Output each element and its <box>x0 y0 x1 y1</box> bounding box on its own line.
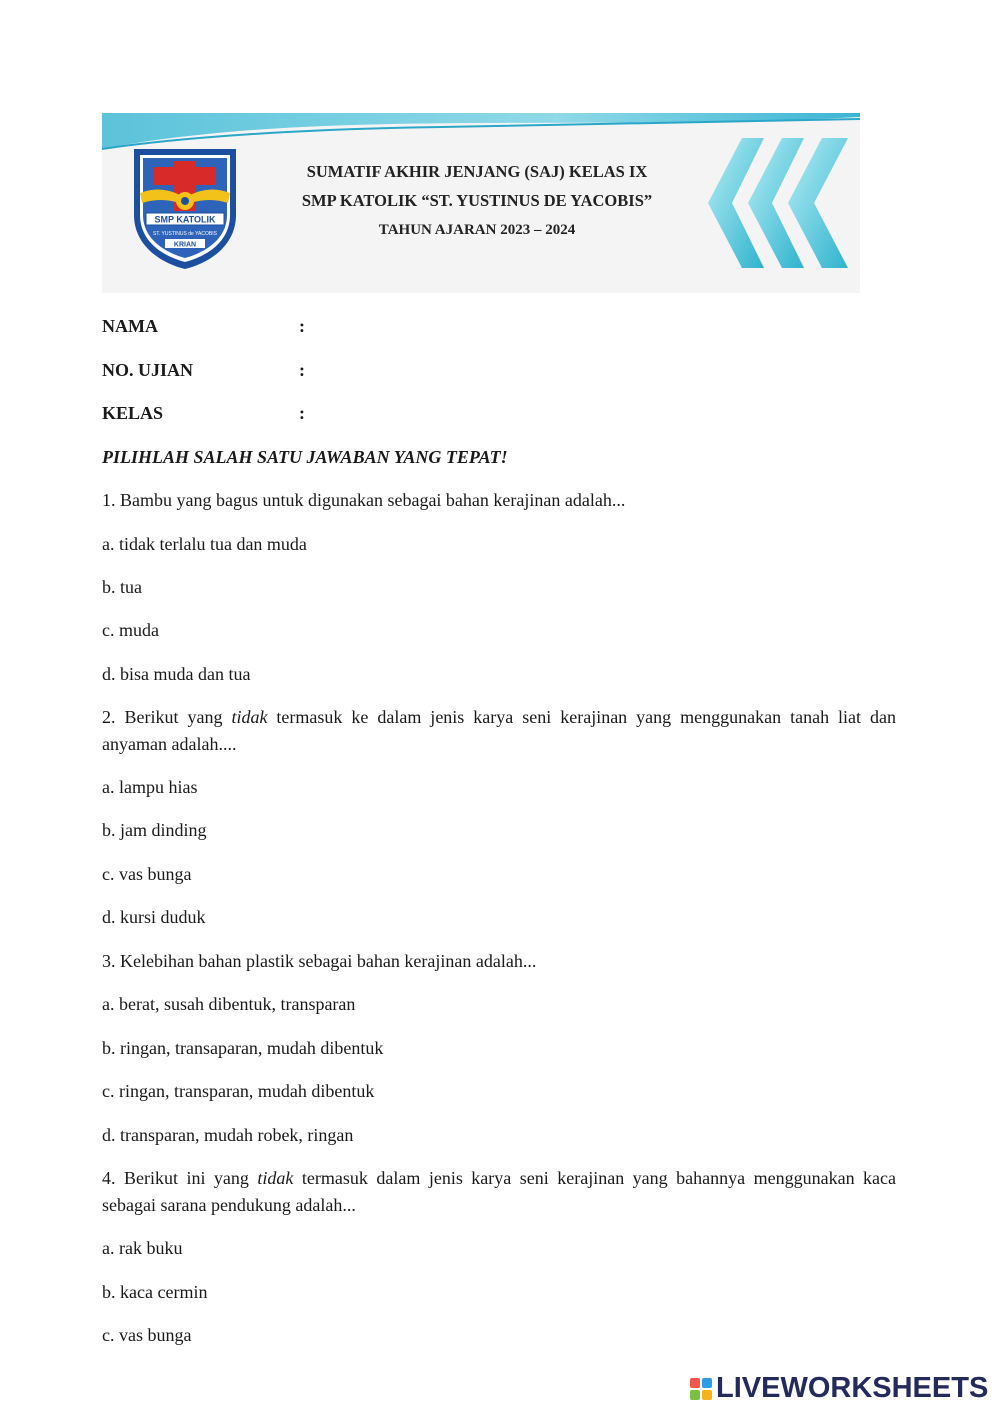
liveworksheets-wordmark: LIVEWORKSHEETS <box>716 1372 989 1404</box>
logo-top-text: SMP KATOLIK <box>154 214 216 225</box>
field-kelas <box>102 403 305 424</box>
question-4 <box>102 1165 896 1219</box>
banner-title-line-1: SUMATIF AKHIR JENJANG (SAJ) KELAS IX <box>306 162 648 181</box>
q2-text-pre: 2. Berikut yang <box>102 707 232 727</box>
question-2 <box>102 704 896 758</box>
liveworksheets-grid-icon <box>690 1378 712 1400</box>
header-banner <box>102 113 860 293</box>
banner-title-line-2: SMP KATOLIK “ST. YUSTINUS DE YACOBIS” <box>301 191 653 210</box>
field-colon: : <box>299 360 305 380</box>
q2-text-post: termasuk ke dalam jenis karya seni kerajinan yang menggunakan tanah liat dan anyaman adalah.... <box>102 707 897 754</box>
liveworksheets-logo[interactable] <box>690 1372 988 1405</box>
q3-option-c[interactable]: c. ringan, transparan, mudah dibentuk <box>102 1081 375 1101</box>
q1-option-c[interactable]: c. muda <box>102 620 159 640</box>
field-no-ujian <box>102 360 305 381</box>
q2-option-a[interactable]: a. lampu hias <box>102 777 198 797</box>
q2-option-d[interactable]: d. kursi duduk <box>102 907 206 927</box>
q4-option-b[interactable]: b. kaca cermin <box>102 1282 208 1302</box>
q4-option-a[interactable]: a. rak buku <box>102 1238 183 1258</box>
q1-option-b[interactable]: b. tua <box>102 577 142 597</box>
q3-option-a[interactable]: a. berat, susah dibentuk, transparan <box>102 994 356 1014</box>
field-label: NAMA <box>102 316 158 336</box>
school-logo <box>130 145 240 271</box>
instruction: PILIHLAH SALAH SATU JAWABAN YANG TEPAT! <box>102 447 508 467</box>
field-colon: : <box>299 403 305 423</box>
q1-option-a[interactable]: a. tidak terlalu tua dan muda <box>102 534 307 554</box>
q4-option-c[interactable]: c. vas bunga <box>102 1325 192 1345</box>
question-1: 1. Bambu yang bagus untuk digunakan sebagai bahan kerajinan adalah... <box>102 490 626 510</box>
q2-option-b[interactable]: b. jam dinding <box>102 820 207 840</box>
q4-text-pre: 4. Berikut ini yang <box>102 1168 258 1188</box>
q2-text-emphasis: tidak <box>231 707 268 727</box>
field-label: KELAS <box>102 403 164 423</box>
q3-option-d[interactable]: d. transparan, mudah robek, ringan <box>102 1125 354 1145</box>
field-nama <box>102 316 305 337</box>
field-colon: : <box>299 316 305 336</box>
logo-bottom-text: KRIAN <box>173 241 197 249</box>
q3-option-b[interactable]: b. ringan, transaparan, mudah dibentuk <box>102 1038 384 1058</box>
logo-mid-text: ST. YUSTINUS de YACOBIS <box>153 231 217 237</box>
question-3: 3. Kelebihan bahan plastik sebagai bahan kerajinan adalah... <box>102 951 537 971</box>
q2-option-c[interactable]: c. vas bunga <box>102 864 192 884</box>
banner-title-block <box>252 157 702 245</box>
q4-text-post: termasuk dalam jenis karya seni kerajinan yang bahannya menggunakan kaca sebagai sarana pendukung adalah... <box>102 1168 897 1215</box>
q1-option-d[interactable]: d. bisa muda dan tua <box>102 664 251 684</box>
banner-title-line-3: TAHUN AJARAN 2023 – 2024 <box>378 222 576 238</box>
chevrons-icon <box>702 133 852 273</box>
q4-text-emphasis: tidak <box>257 1168 294 1188</box>
field-label: NO. UJIAN <box>102 360 194 380</box>
